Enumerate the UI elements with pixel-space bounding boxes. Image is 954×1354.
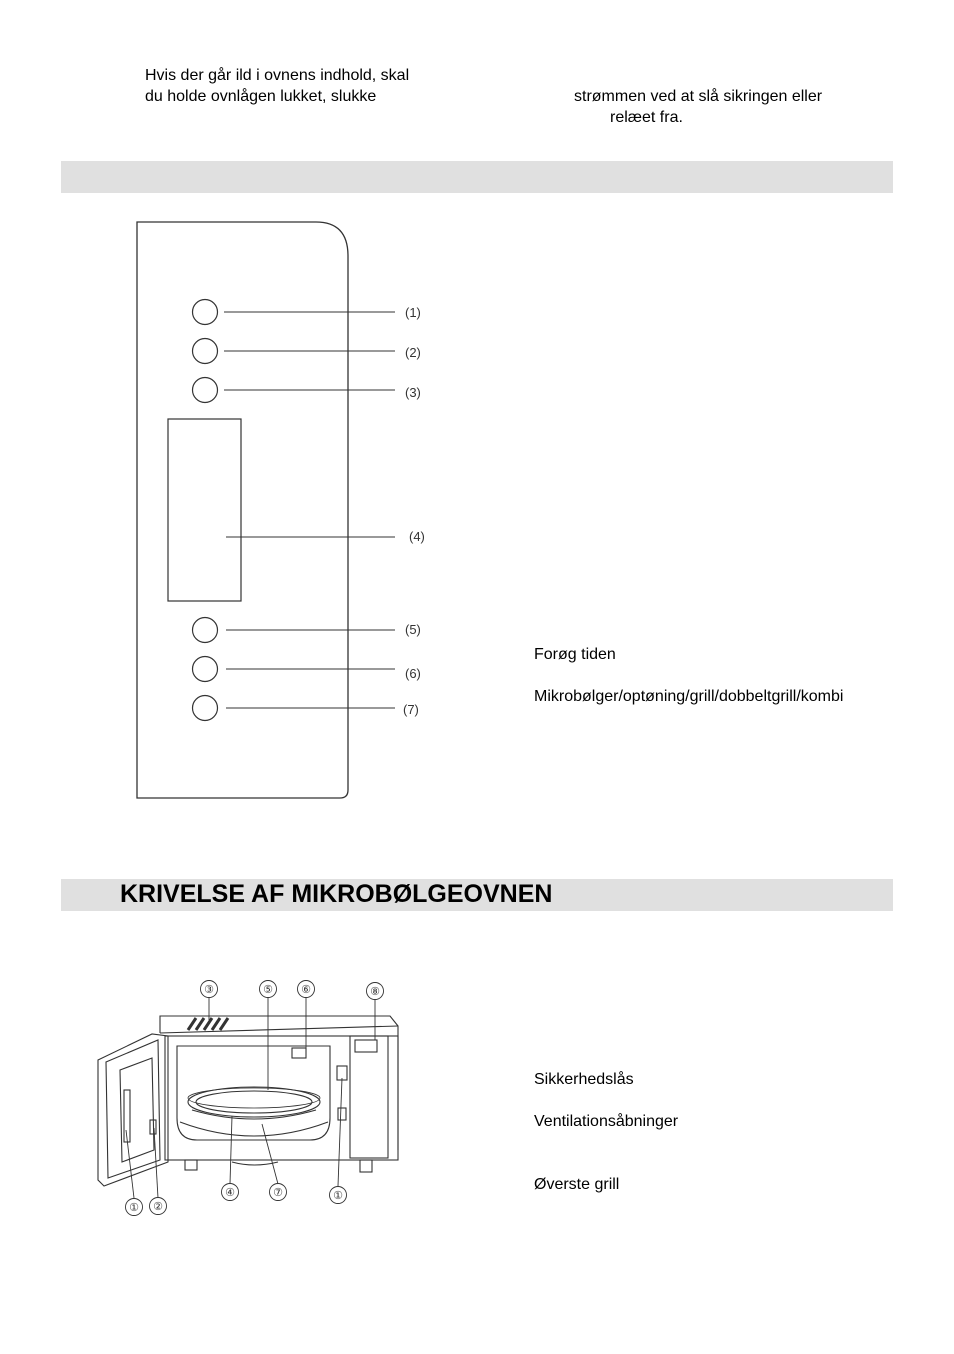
oven-callout-2: ②	[153, 1201, 163, 1213]
oven-floor	[180, 1122, 328, 1136]
control-panel-side	[350, 1036, 388, 1158]
callout-7: (7)	[403, 702, 419, 717]
callout-6: (6)	[405, 666, 421, 681]
control-panel-top	[355, 1040, 377, 1052]
oven-callout-1-right: ①	[333, 1190, 343, 1202]
oven-callout-4: ④	[225, 1187, 235, 1199]
grill-cover	[292, 1048, 306, 1058]
oven-description-2: Ventilationsåbninger	[534, 1113, 679, 1130]
callout-1: (1)	[405, 305, 421, 320]
oven-door	[98, 1034, 168, 1186]
oven-description-3: Øverste grill	[534, 1176, 620, 1193]
oven-callout-7: ⑦	[273, 1187, 283, 1199]
callout-2: (2)	[405, 345, 421, 360]
callout-4: (4)	[409, 529, 425, 544]
door-latch	[124, 1090, 130, 1142]
panel-description-2: Mikrobølger/optøning/grill/dobbeltgrill/kombi	[534, 688, 844, 705]
oven-callout-8: ⑧	[370, 986, 380, 998]
oven-description-1: Sikkerhedslås	[534, 1071, 634, 1088]
oven-callout-5: ⑤	[263, 984, 273, 996]
section-heading: KRIVELSE AF MIKROBØLGEOVNEN	[120, 880, 553, 908]
panel-description-1: Forøg tiden	[534, 646, 616, 663]
intro-line-3: strømmen ved at slå sikringen eller	[574, 88, 823, 105]
vent-openings	[188, 1018, 228, 1030]
intro-line-4: relæet fra.	[610, 109, 683, 126]
oven-callout-3: ③	[204, 984, 214, 996]
callout-3: (3)	[405, 385, 421, 400]
callout-5: (5)	[405, 622, 421, 637]
intro-line-2: du holde ovnlågen lukket, slukke	[145, 88, 377, 105]
intro-line-1: Hvis der går ild i ovnens indhold, skal	[145, 67, 410, 84]
door-window	[120, 1058, 154, 1162]
safety-lock-right	[337, 1066, 347, 1080]
oven-callout-6: ⑥	[301, 984, 311, 996]
oven-callout-1-left: ①	[129, 1202, 139, 1214]
